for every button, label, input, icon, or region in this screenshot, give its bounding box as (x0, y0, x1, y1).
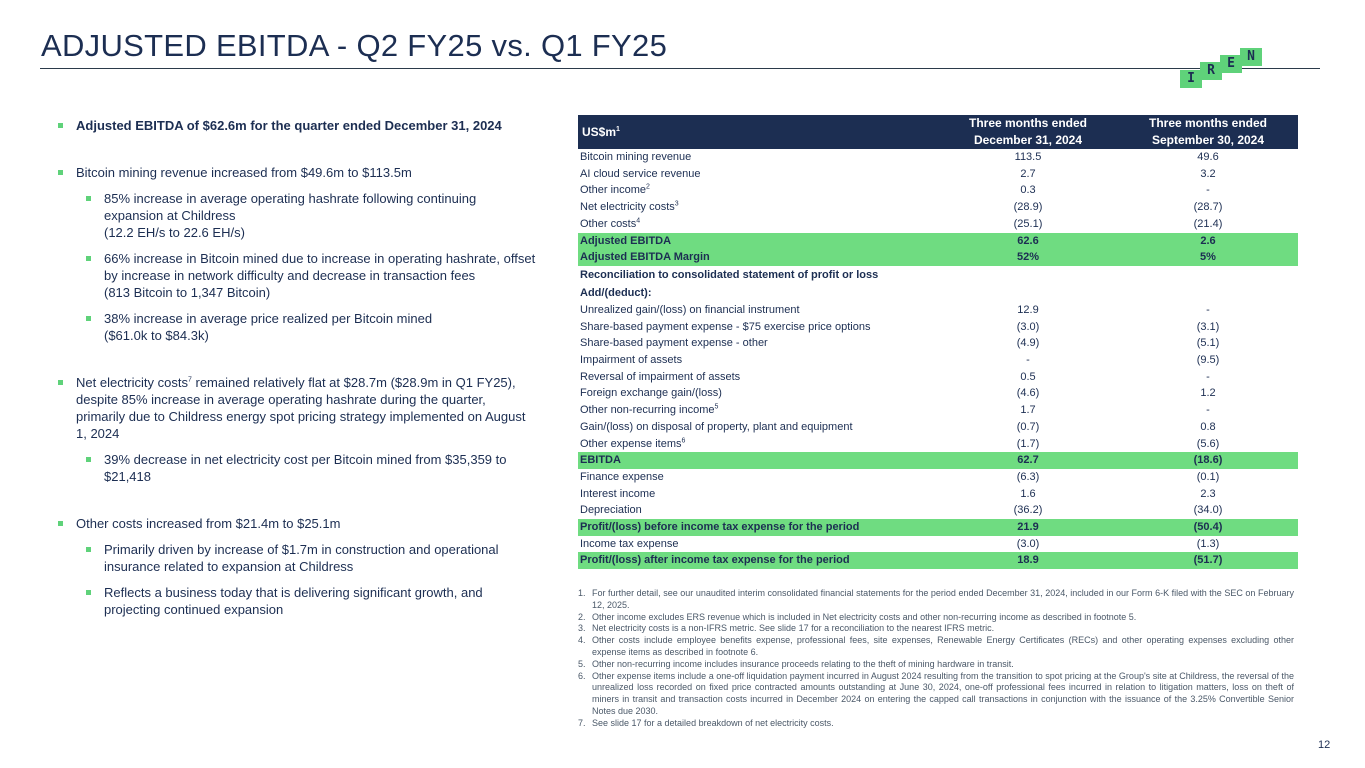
row-label (578, 216, 938, 233)
row-label-text: EBITDA (580, 454, 621, 467)
bullet-text: 39% decrease in net electricity cost per Bitcoin mined from $35,359 to $21,418 (104, 452, 507, 484)
value-q1 (1118, 266, 1298, 284)
row-label-text: Impairment of assets (580, 354, 683, 367)
page-title: ADJUSTED EBITDA - Q2 FY25 vs. Q1 FY25 (41, 28, 668, 63)
bullet-other-costs (58, 515, 538, 532)
value-q1: (50.4) (1118, 519, 1298, 536)
row-label (578, 469, 938, 486)
row-label-text: Foreign exchange gain/(loss) (580, 387, 722, 400)
footnote-number: 2. (578, 611, 586, 622)
table-row (578, 233, 1298, 250)
table-row (578, 199, 1298, 216)
row-label-text: Gain/(loss) on disposal of property, plant and equipment (580, 420, 853, 433)
value-q2: 2.7 (1020, 167, 1036, 180)
value-q2: 62.6 (938, 233, 1118, 250)
row-label (578, 419, 938, 436)
value-q1: 49.6 (1197, 151, 1219, 163)
row-label (578, 149, 938, 166)
footnote-ref: 6 (681, 436, 686, 444)
value-q1: (9.5) (1196, 354, 1220, 367)
row-label (578, 182, 938, 199)
row-label-text: Share-based payment expense - $75 exercise price options (580, 320, 871, 333)
row-label-text: Profit/(loss) before income tax expense for the period (580, 521, 860, 534)
col-header-q2-date: December 31, 2024 (938, 132, 1118, 149)
footnote-number: 1. (578, 588, 586, 598)
value-q2: (0.7) (1016, 420, 1040, 433)
table-row (578, 552, 1298, 569)
sub-bullet-price-realized (58, 310, 538, 344)
value-q1: (21.4) (1193, 217, 1223, 230)
footnote-number: 4. (578, 635, 586, 646)
logo-letter-r: R (1200, 62, 1222, 80)
row-label (578, 166, 938, 183)
row-label (578, 302, 938, 319)
value-q2: 113.5 (1014, 151, 1042, 163)
row-label (578, 536, 938, 553)
row-label (578, 319, 938, 336)
value-q2: (4.9) (1016, 337, 1040, 350)
value-q1: (0.1) (1196, 470, 1220, 483)
value-q2: (1.7) (1016, 437, 1040, 450)
row-label (578, 249, 938, 266)
bullet-text: 66% increase in Bitcoin mined due to increase in operating hashrate, offset by increase in network difficulty and decrease in transaction fees (104, 251, 536, 283)
footnote-text: For further detail, see our unaudited interim consolidated financial statements for the period ended December 31, 2024, included in our Form 6-K filed with the SEC on February 12, 2025. (592, 588, 1294, 610)
bullet-text: Reflects a business today that is delivering significant growth, and projecting continued expansion (104, 585, 483, 617)
value-q2: (3.0) (1016, 537, 1040, 550)
value-q2: 52% (938, 249, 1118, 266)
value-q1: 3.2 (1200, 167, 1216, 180)
table-row (578, 369, 1298, 386)
row-label-text: Profit/(loss) after income tax expense for the period (580, 554, 850, 567)
logo-letter-e: E (1220, 55, 1242, 73)
table-row (578, 166, 1298, 183)
value-q2: (25.1) (1013, 217, 1043, 230)
footnote-ref: 2 (646, 183, 650, 191)
footnote-number: 6. (578, 670, 586, 681)
sub-bullet-growth (58, 584, 538, 618)
table-row (578, 149, 1298, 166)
value-q2: 62.7 (938, 452, 1118, 469)
bullet-text: Adjusted EBITDA of $62.6m for the quarter ended December 31, 2024 (76, 118, 502, 133)
row-label (578, 369, 938, 386)
value-q2: (3.0) (1016, 320, 1040, 333)
bullet-text: Primarily driven by increase of $1.7m in construction and operational insurance related to expansion at Childress (104, 542, 499, 574)
ebitda-table (578, 115, 1298, 569)
unit-label: US$m (582, 124, 617, 139)
table-row (578, 352, 1298, 369)
footnote-item (578, 659, 1294, 671)
sub-bullet-hashrate (58, 190, 538, 241)
table-row (578, 402, 1298, 419)
row-label-text: Net electricity costs (580, 201, 675, 214)
value-q2: 18.9 (938, 552, 1118, 569)
table-row (578, 536, 1298, 553)
bullet-bitcoin-revenue (58, 164, 538, 181)
table-row (578, 385, 1298, 402)
row-label-text: Share-based payment expense - other (580, 337, 768, 350)
bullet-text: ($61.0k to $84.3k) (104, 328, 209, 343)
value-q1: (3.1) (1196, 320, 1220, 333)
bullet-text: (813 Bitcoin to 1,347 Bitcoin) (104, 285, 271, 300)
footnote-number: 7. (578, 717, 586, 728)
value-q2: 12.9 (1017, 303, 1039, 316)
row-label-text: Income tax expense (580, 537, 679, 550)
logo-letter-n: N (1240, 48, 1262, 66)
row-label-text: AI cloud service revenue (580, 167, 701, 180)
row-label-text: Other non-recurring income (580, 404, 715, 417)
value-q2: (36.2) (1013, 504, 1043, 517)
footnote-item (578, 635, 1294, 659)
row-label-text: Interest income (580, 487, 656, 500)
table-row (578, 182, 1298, 199)
row-label-text: Other costs (580, 217, 637, 230)
row-label-text: Other expense items (580, 437, 682, 450)
row-label-text: Adjusted EBITDA (580, 234, 672, 247)
footnote-ref: 3 (674, 200, 679, 208)
table-row (578, 249, 1298, 266)
value-q2 (938, 266, 1118, 284)
value-q1: 5% (1118, 249, 1298, 266)
footnote-text: Other expense items include a one-off liquidation payment incurred in August 2024 resulting from the transition to spot pricing at the Group's site at Childress, the reversal of the unrealized loss recorded on fixed price contracted amounts outstanding at June 30, 2024, one-off professional fees incurred in relation to litigation matters, loss on theft of miners in transit and transaction costs incurred in December 2024 on entering the capped call transactions in conjunction with the issuance of the 3.25% Convertible Senior Notes due 2030. (592, 670, 1294, 716)
value-q2 (938, 284, 1118, 302)
row-label (578, 486, 938, 503)
table-row (578, 452, 1298, 469)
col-header-q2: Three months ended (938, 115, 1118, 132)
row-label (578, 335, 938, 352)
value-q1: - (1206, 404, 1210, 417)
table-row (578, 216, 1298, 233)
value-q1: (5.6) (1196, 437, 1220, 450)
bullet-text: remained relatively flat at $28.7m ($28.9m in Q1 FY25), despite 85% increase in average operating hashrate during the quarter, primarily due to Childress energy spot pricing strategy implemented on August 1, 2024 (76, 375, 526, 441)
footnote-text: Other income excludes ERS revenue which is included in Net electricity costs and other non-recurring income as described in footnote 5. (592, 611, 1137, 622)
table-row (578, 486, 1298, 503)
value-q2: 21.9 (938, 519, 1118, 536)
value-q1: 2.3 (1200, 487, 1216, 500)
bullet-text: Bitcoin mining revenue increased from $49.6m to $113.5m (76, 165, 412, 180)
value-q2: 0.5 (1020, 370, 1036, 383)
footnote-ref: 5 (714, 403, 719, 411)
row-label-text: Bitcoin mining revenue (580, 151, 692, 163)
title-divider (40, 68, 1320, 69)
footnotes (578, 588, 1294, 730)
value-q1: 1.2 (1200, 387, 1216, 400)
row-label-text: Reconciliation to consolidated statement of profit or loss (580, 268, 879, 281)
row-label (578, 519, 938, 536)
value-q2: 1.7 (1020, 404, 1036, 417)
table-header-row (578, 115, 1298, 132)
table-row (578, 436, 1298, 453)
value-q2: (4.6) (1016, 387, 1040, 400)
row-label (578, 436, 938, 453)
logo-letter-i: I (1180, 70, 1202, 88)
row-label (578, 233, 938, 250)
table-row (578, 519, 1298, 536)
footnote-text: Other costs include employee benefits expense, professional fees, site expenses, Renewable Energy Certificates (RECs) and other operating expenses excluding other expense items as described in footnote 6. (592, 635, 1294, 657)
row-label (578, 402, 938, 419)
sub-bullet-insurance (58, 541, 538, 575)
footnote-item (578, 588, 1294, 612)
col-header-q1-date: September 30, 2024 (1118, 132, 1298, 149)
row-label-text: Add/(deduct): (580, 286, 652, 299)
bullet-text: (12.2 EH/s to 22.6 EH/s) (104, 225, 245, 240)
row-label-text: Adjusted EBITDA Margin (580, 251, 710, 264)
row-label (578, 352, 938, 369)
row-label (578, 502, 938, 519)
value-q1: (1.3) (1196, 537, 1220, 550)
footnote-ref: 7 (187, 376, 192, 384)
row-label-text: Finance expense (580, 470, 664, 483)
value-q1: (34.0) (1193, 504, 1223, 517)
iren-logo (1180, 48, 1260, 90)
footnote-text: Net electricity costs is a non-IFRS metric. See slide 17 for a reconciliation to the nearest IFRS metric. (592, 623, 995, 634)
footnote-ref: 1 (616, 125, 620, 133)
value-q1: (5.1) (1196, 337, 1220, 350)
row-label (578, 266, 938, 284)
footnote-item (578, 718, 1294, 730)
sub-bullet-bitcoin-mined (58, 250, 538, 301)
row-label-text: Unrealized gain/(loss) on financial instrument (580, 303, 800, 316)
commentary-bullets (58, 117, 538, 618)
value-q2: 1.6 (1020, 487, 1036, 500)
footnote-item (578, 612, 1294, 624)
value-q1: - (1206, 303, 1210, 316)
table-row (578, 419, 1298, 436)
col-header-q1: Three months ended (1118, 115, 1298, 132)
value-q1: (28.7) (1193, 201, 1223, 214)
table-row (578, 319, 1298, 336)
value-q1: - (1206, 370, 1210, 383)
table-row (578, 284, 1298, 302)
table-row (578, 469, 1298, 486)
value-q2: (6.3) (1016, 470, 1040, 483)
bullet-text: 85% increase in average operating hashrate following continuing expansion at Childress (104, 191, 477, 223)
value-q2: - (1026, 354, 1030, 367)
row-label (578, 199, 938, 216)
table-row (578, 335, 1298, 352)
bullet-text: 38% increase in average price realized per Bitcoin mined (104, 311, 433, 326)
value-q1: 0.8 (1200, 420, 1216, 433)
table-row (578, 302, 1298, 319)
bullet-adjusted-ebitda (58, 117, 538, 134)
row-label (578, 284, 938, 302)
table-row (578, 266, 1298, 284)
value-q1: (18.6) (1118, 452, 1298, 469)
row-label-text: Other income (580, 184, 647, 197)
row-label-text: Depreciation (580, 504, 642, 517)
row-label (578, 452, 938, 469)
page-number: 12 (1318, 739, 1331, 751)
value-q1 (1118, 284, 1298, 302)
footnote-text: Other non-recurring income includes insurance proceeds relating to the theft of mining hardware in transit. (592, 658, 1014, 669)
footnote-number: 5. (578, 658, 586, 669)
bullet-text: Other costs increased from $21.4m to $25.1m (76, 516, 341, 531)
footnote-item (578, 623, 1294, 635)
table-row (578, 502, 1298, 519)
value-q1: - (1206, 184, 1210, 197)
value-q2: (28.9) (1013, 201, 1043, 214)
value-q2: 0.3 (1020, 184, 1036, 197)
bullet-text: Net electricity costs (76, 375, 188, 390)
footnote-text: See slide 17 for a detailed breakdown of net electricity costs. (592, 717, 834, 728)
footnote-ref: 4 (636, 217, 641, 225)
value-q1: 2.6 (1118, 233, 1298, 250)
row-label-text: Reversal of impairment of assets (580, 370, 741, 383)
footnote-number: 3. (578, 623, 586, 634)
row-label (578, 552, 938, 569)
footnote-item (578, 671, 1294, 718)
row-label (578, 385, 938, 402)
unit-header (578, 115, 938, 149)
bullet-net-electricity (58, 374, 538, 442)
sub-bullet-cost-per-bitcoin (58, 451, 538, 485)
value-q1: (51.7) (1118, 552, 1298, 569)
